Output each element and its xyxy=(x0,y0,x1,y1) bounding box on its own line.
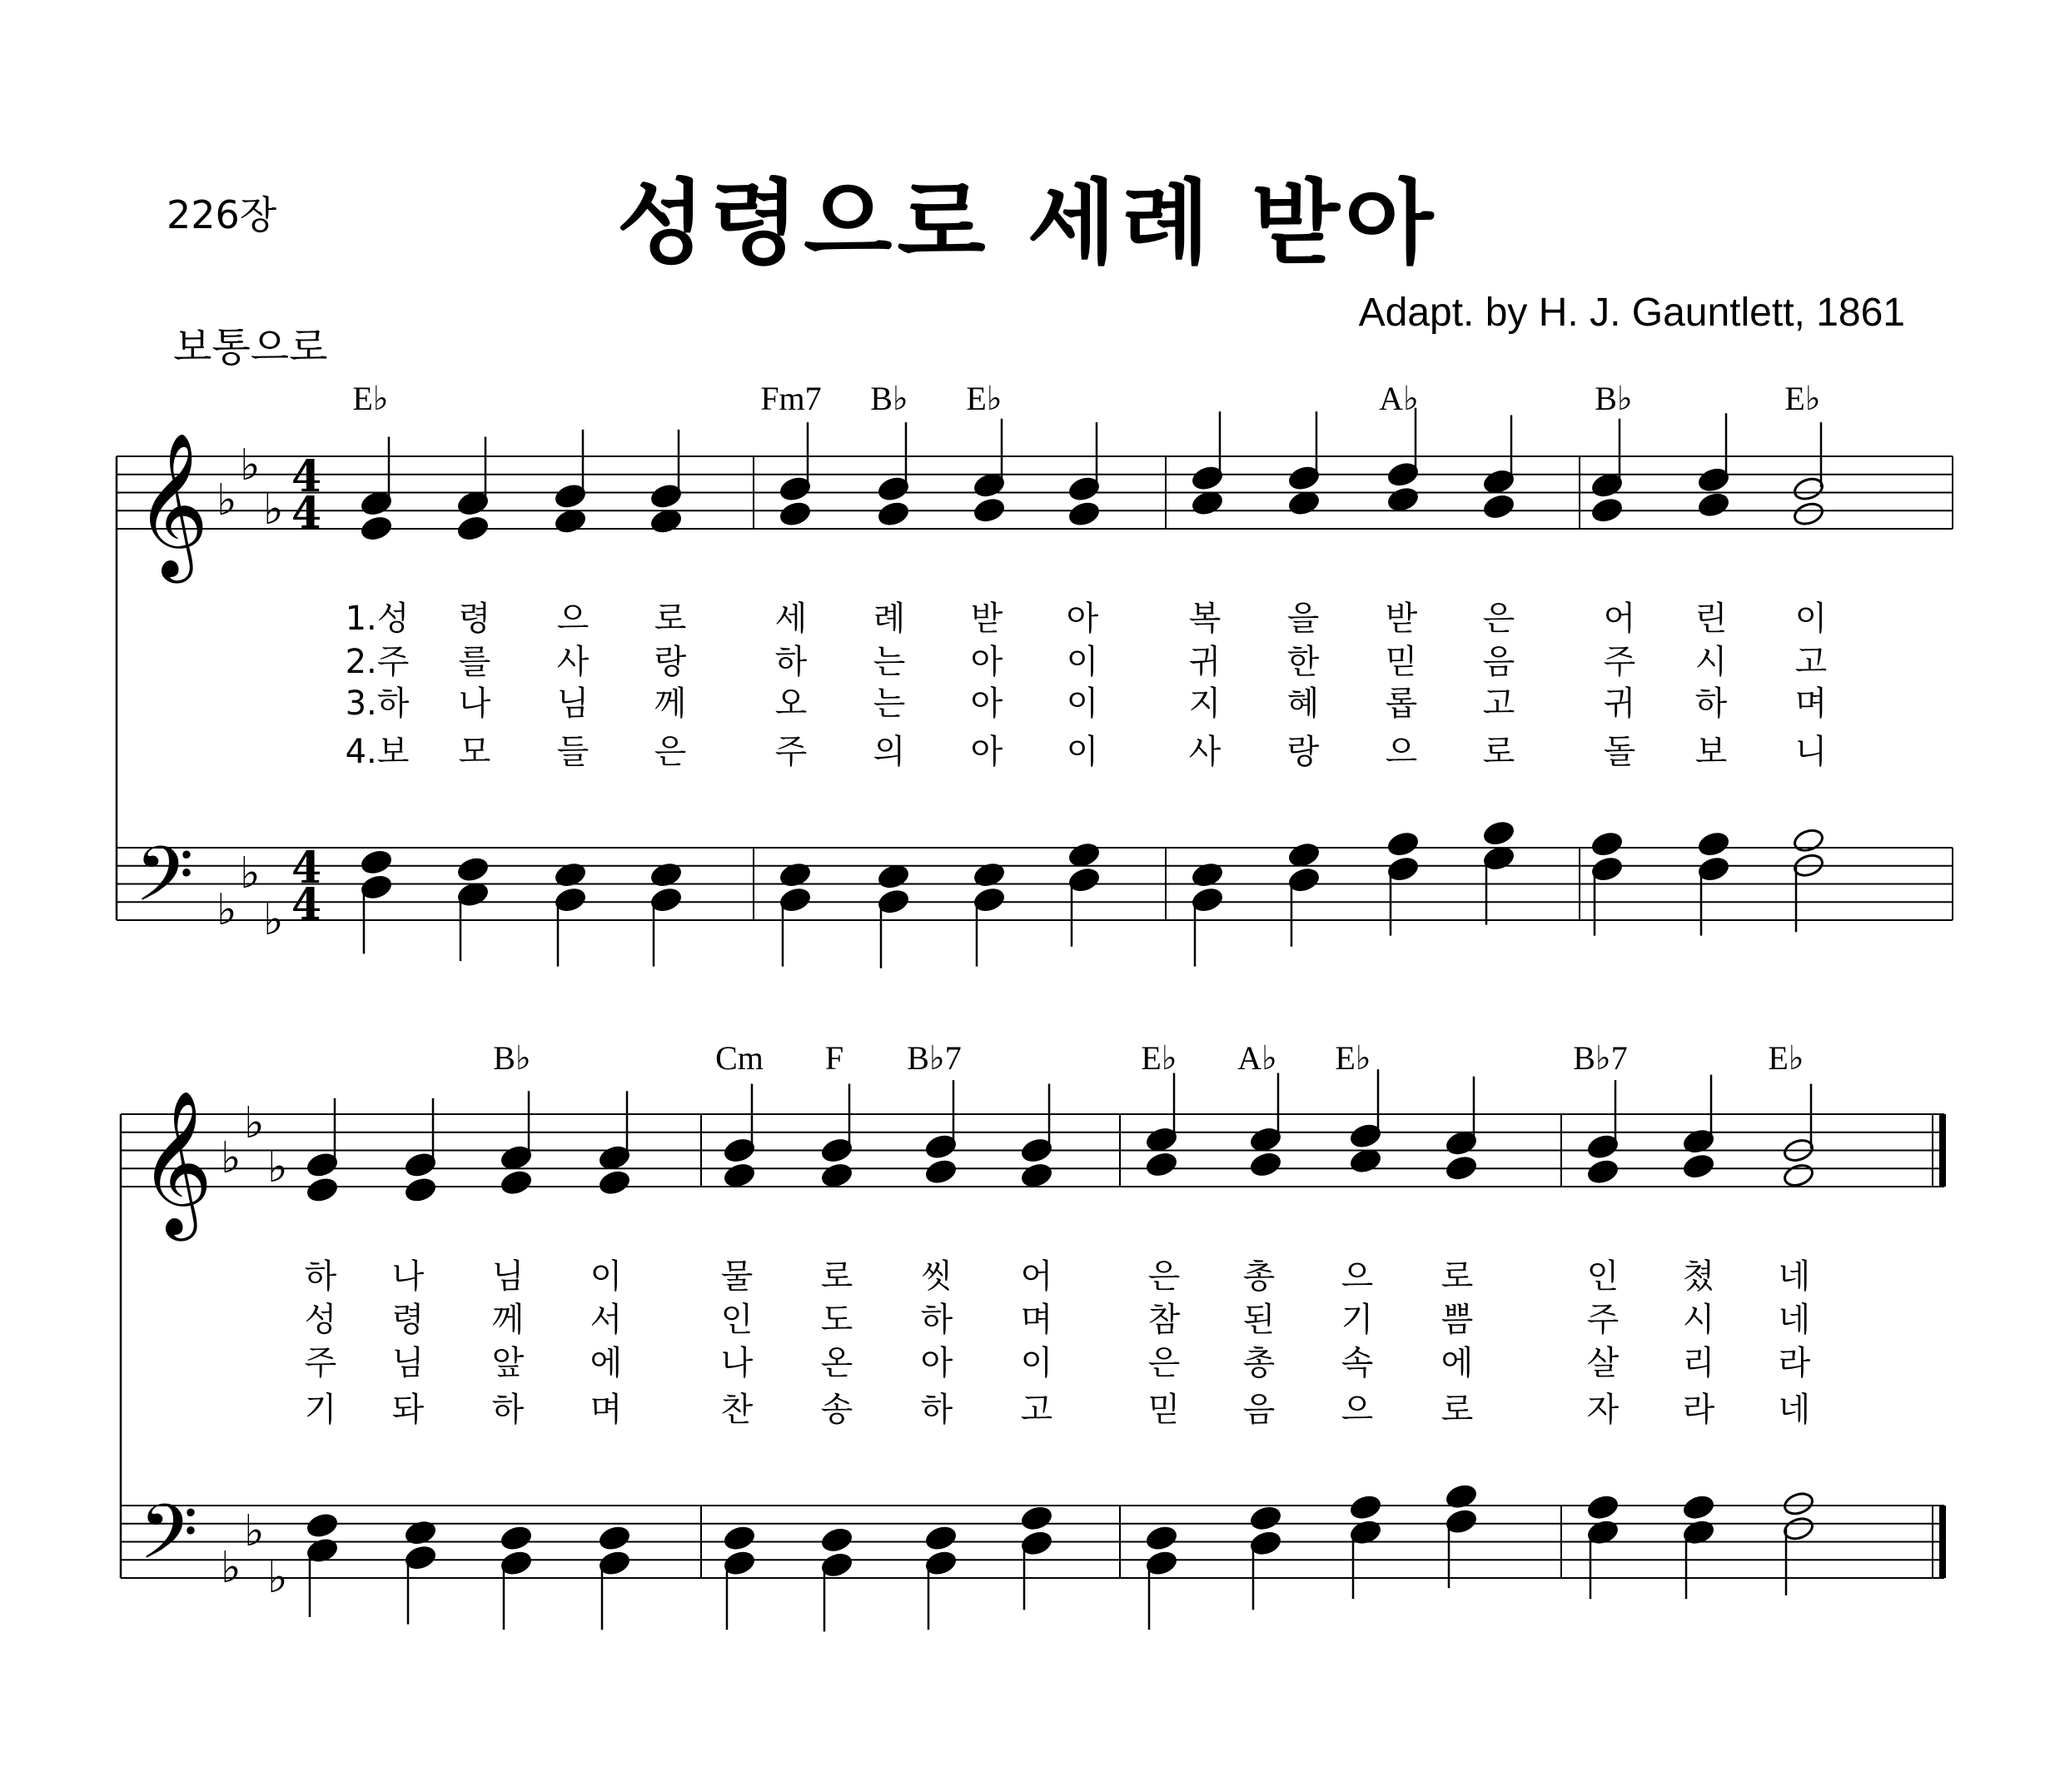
note-head xyxy=(924,1158,957,1185)
lyric-syllable: 보 xyxy=(1694,733,1728,771)
lyric-syllable: 하 xyxy=(1694,684,1728,723)
lyric-syllable: 이 xyxy=(1066,643,1099,681)
lyric-syllable: 를 xyxy=(458,643,491,681)
note-head xyxy=(877,864,909,890)
note-head xyxy=(1590,497,1623,524)
lyric-syllable: 하 xyxy=(304,1257,337,1296)
note-head xyxy=(649,508,682,535)
lyric-syllable: 성 xyxy=(304,1301,337,1339)
lyric-syllable: 받 xyxy=(970,600,1003,638)
chord-symbol: B♭7 xyxy=(1573,1039,1628,1077)
lyric-syllable: 이 xyxy=(1794,600,1828,638)
lyric-syllable: 네 xyxy=(1778,1391,1811,1429)
hymn-number: 226장 xyxy=(167,192,277,237)
lyric-syllable: 로 xyxy=(820,1257,853,1296)
note-head xyxy=(1386,830,1419,857)
note-head xyxy=(820,1162,853,1188)
note-head xyxy=(779,500,811,527)
lyric-syllable: 님 xyxy=(491,1257,525,1296)
flat-accidental: ♭ xyxy=(216,475,237,525)
lyric-syllable: 라 xyxy=(1778,1344,1811,1382)
note-head xyxy=(306,1177,338,1203)
lyric-syllable: 은 xyxy=(1147,1257,1181,1296)
lyric-syllable: 복 xyxy=(1188,600,1222,638)
chord-symbol: E♭ xyxy=(1335,1039,1371,1077)
lyric-syllable: 기 xyxy=(1341,1301,1374,1339)
lyric-syllable: 2.주 xyxy=(345,643,410,681)
lyric-syllable: 령 xyxy=(391,1301,425,1339)
lyric-syllable: 리 xyxy=(1682,1344,1715,1382)
chord-symbol: F xyxy=(824,1039,844,1077)
note-head xyxy=(500,1525,532,1551)
chord-symbol: E♭ xyxy=(352,380,389,417)
lyric-syllable: 어 xyxy=(1020,1257,1053,1296)
lyric-syllable: 자 xyxy=(1586,1391,1620,1429)
final-barline-thick xyxy=(1939,1114,1946,1187)
lyric-syllable: 는 xyxy=(873,643,906,681)
lyric-syllable: 사 xyxy=(556,643,590,681)
lyric-syllable: 례 xyxy=(873,600,906,638)
lyric-syllable: 하 xyxy=(491,1391,525,1429)
lyric-syllable: 된 xyxy=(1242,1301,1276,1339)
lyric-syllable: 아 xyxy=(970,684,1003,723)
note-head xyxy=(1482,493,1515,520)
lyric-syllable: 고 xyxy=(1482,684,1515,723)
lyric-syllable: 한 xyxy=(1286,643,1320,681)
lyric-syllable: 들 xyxy=(556,733,590,771)
lyric-syllable: 살 xyxy=(1586,1344,1620,1382)
lyric-syllable: 귀 xyxy=(1188,643,1222,681)
lyric-syllable: 님 xyxy=(391,1344,425,1382)
flat-accidental: ♭ xyxy=(216,885,237,935)
lyric-syllable: 앞 xyxy=(491,1344,525,1382)
lyric-syllable: 으 xyxy=(1341,1391,1374,1429)
note-head xyxy=(1792,827,1824,854)
note-head xyxy=(1145,1151,1177,1177)
note-head xyxy=(1349,1494,1381,1521)
bass-clef: 𝄢 xyxy=(135,830,194,937)
note-head xyxy=(1191,490,1223,516)
note-head xyxy=(1682,1152,1714,1179)
lyric-syllable: 로 xyxy=(1482,733,1515,771)
note-head xyxy=(1249,1505,1281,1531)
lyric-syllable: 나 xyxy=(458,684,491,723)
lyric-syllable: 네 xyxy=(1778,1301,1811,1339)
lyric-syllable: 기 xyxy=(304,1391,337,1429)
tempo-marking: 보통으로 xyxy=(173,324,328,371)
note-head xyxy=(1386,486,1419,513)
note-head xyxy=(877,500,909,527)
lyric-syllable: 이 xyxy=(1066,733,1099,771)
chord-symbol: B♭ xyxy=(1595,380,1633,417)
lyric-syllable: 이 xyxy=(1020,1344,1053,1382)
note-head xyxy=(820,1526,853,1553)
lyric-syllable: 아 xyxy=(1066,600,1099,638)
lyric-syllable: 시 xyxy=(1682,1301,1715,1339)
lyric-syllable: 은 xyxy=(1482,600,1515,638)
lyric-syllable: 로 xyxy=(1440,1257,1474,1296)
note-head xyxy=(1145,1525,1177,1551)
flat-accidental: ♭ xyxy=(263,895,284,945)
lyric-syllable: 라 xyxy=(1682,1391,1715,1429)
lyric-syllable: 씻 xyxy=(920,1257,953,1296)
lyric-syllable: 랑 xyxy=(654,643,687,681)
lyric-syllable: 시 xyxy=(1694,643,1728,681)
lyric-syllable: 주 xyxy=(304,1344,337,1382)
lyric-syllable: 으 xyxy=(1385,733,1418,771)
flat-accidental: ♭ xyxy=(221,1543,241,1593)
note-head xyxy=(598,1169,630,1196)
treble-clef: 𝄞 xyxy=(139,1090,213,1235)
lyric-syllable: 믿 xyxy=(1147,1391,1181,1429)
note-head xyxy=(1586,1494,1619,1521)
lyric-syllable: 인 xyxy=(1586,1257,1620,1296)
bass-clef: 𝄢 xyxy=(139,1488,198,1595)
lyric-syllable: 송 xyxy=(820,1391,853,1429)
composer-credit: Adapt. by H. J. Gauntlett, 1861 xyxy=(1358,291,1905,335)
lyric-syllable: 고 xyxy=(1020,1391,1053,1429)
chord-symbol: Cm xyxy=(715,1039,764,1077)
note-head xyxy=(1682,1494,1714,1521)
note-head xyxy=(500,1169,532,1196)
lyric-syllable: 4.보 xyxy=(345,733,410,771)
lyric-syllable: 의 xyxy=(873,733,906,771)
lyric-syllable: 린 xyxy=(1694,600,1728,638)
lyric-syllable: 주 xyxy=(774,733,808,771)
lyric-syllable: 며 xyxy=(1020,1301,1053,1339)
lyric-syllable: 모 xyxy=(458,733,491,771)
note-head xyxy=(456,856,489,883)
note-head xyxy=(598,1525,630,1551)
lyric-syllable: 이 xyxy=(1066,684,1099,723)
time-signature-bottom: 4 xyxy=(291,488,322,539)
chord-symbol: E♭ xyxy=(1768,1039,1804,1077)
note-head xyxy=(723,1525,755,1551)
flat-accidental: ♭ xyxy=(267,1142,288,1192)
chord-symbol: B♭7 xyxy=(907,1039,962,1077)
note-head xyxy=(1697,830,1729,857)
note-head xyxy=(1020,1505,1052,1531)
lyric-syllable: 3.하 xyxy=(345,684,410,723)
note-head xyxy=(1067,842,1100,869)
flat-accidental: ♭ xyxy=(244,1506,265,1556)
lyric-syllable: 하 xyxy=(920,1391,953,1429)
note-head xyxy=(1349,1147,1381,1174)
lyric-syllable: 으 xyxy=(556,600,590,638)
final-barline-thick xyxy=(1939,1506,1946,1578)
lyric-syllable: 께 xyxy=(491,1301,525,1339)
flat-accidental: ♭ xyxy=(263,485,284,535)
lyric-syllable: 어 xyxy=(1603,600,1636,638)
lyric-syllable: 님 xyxy=(556,684,590,723)
note-head xyxy=(1782,1491,1814,1517)
lyric-syllable: 물 xyxy=(720,1257,754,1296)
time-signature-top: 4 xyxy=(291,451,322,502)
lyric-syllable: 인 xyxy=(720,1301,754,1339)
lyric-syllable: 주 xyxy=(1603,643,1636,681)
note-head xyxy=(924,1525,957,1551)
note-head xyxy=(1792,500,1824,527)
note-head xyxy=(1482,819,1515,846)
lyric-syllable: 온 xyxy=(820,1344,853,1382)
lyric-syllable: 니 xyxy=(1794,733,1828,771)
lyric-syllable: 로 xyxy=(1440,1391,1474,1429)
lyric-syllable: 아 xyxy=(970,643,1003,681)
note-head xyxy=(1067,500,1100,527)
lyric-syllable: 하 xyxy=(774,643,808,681)
note-head xyxy=(554,508,586,535)
lyric-syllable: 총 xyxy=(1242,1257,1276,1296)
lyric-syllable: 지 xyxy=(1188,684,1222,723)
lyric-syllable: 령 xyxy=(458,600,491,638)
lyric-syllable: 에 xyxy=(590,1344,623,1382)
note-head xyxy=(306,1512,338,1539)
chord-symbol: Fm7 xyxy=(760,380,822,417)
lyric-syllable: 귀 xyxy=(1603,684,1636,723)
lyric-syllable: 혜 xyxy=(1286,684,1320,723)
lyric-syllable: 랑 xyxy=(1286,733,1320,771)
lyric-syllable: 나 xyxy=(391,1257,425,1296)
lyric-syllable: 네 xyxy=(1778,1257,1811,1296)
flat-accidental: ♭ xyxy=(267,1553,288,1603)
note-head xyxy=(1697,491,1729,518)
lyric-syllable: 받 xyxy=(1385,600,1418,638)
lyric-syllable: 쳤 xyxy=(1682,1257,1715,1296)
note-head xyxy=(404,1177,436,1203)
note-head xyxy=(1287,490,1320,516)
lyric-syllable: 나 xyxy=(720,1344,754,1382)
note-head xyxy=(360,515,392,541)
lyric-syllable: 아 xyxy=(920,1344,953,1382)
lyric-syllable: 도 xyxy=(820,1301,853,1339)
lyric-syllable: 으 xyxy=(1341,1257,1374,1296)
lyric-syllable: 께 xyxy=(654,684,687,723)
treble-clef: 𝄞 xyxy=(135,432,209,577)
time-signature-bottom: 4 xyxy=(291,879,322,930)
lyric-syllable: 로 xyxy=(654,600,687,638)
lyric-syllable: 하 xyxy=(920,1301,953,1339)
lyric-syllable: 롭 xyxy=(1385,684,1418,723)
lyric-syllable: 오 xyxy=(774,684,808,723)
note-head xyxy=(456,515,489,541)
flat-accidental: ♭ xyxy=(240,441,261,490)
lyric-syllable: 총 xyxy=(1242,1344,1276,1382)
note-head xyxy=(973,497,1005,524)
flat-accidental: ♭ xyxy=(240,849,261,898)
flat-accidental: ♭ xyxy=(221,1133,241,1183)
lyric-syllable: 믿 xyxy=(1385,643,1418,681)
chord-symbol: B♭ xyxy=(493,1039,531,1077)
note-head xyxy=(1590,830,1623,857)
hymn-title: 성령으로 세례 받아 xyxy=(616,170,1439,276)
chord-symbol: E♭ xyxy=(1141,1039,1177,1077)
lyric-syllable: 음 xyxy=(1242,1391,1276,1429)
note-head xyxy=(723,1162,755,1188)
time-signature-top: 4 xyxy=(291,843,322,894)
lyric-syllable: 고 xyxy=(1794,643,1828,681)
note-head xyxy=(1020,1162,1052,1188)
lyric-syllable: 돌 xyxy=(1603,733,1636,771)
lyric-syllable: 세 xyxy=(774,600,808,638)
chord-symbol: B♭ xyxy=(870,380,908,417)
note-head xyxy=(1782,1162,1814,1188)
note-head xyxy=(1287,842,1320,869)
lyric-syllable: 에 xyxy=(1440,1344,1474,1382)
note-head xyxy=(1249,1151,1281,1177)
lyric-syllable: 아 xyxy=(970,733,1003,771)
lyric-syllable: 속 xyxy=(1341,1344,1374,1382)
lyric-syllable: 1.성 xyxy=(345,600,410,638)
note-head xyxy=(1445,1155,1477,1182)
lyric-syllable: 돠 xyxy=(391,1391,425,1429)
lyric-syllable: 은 xyxy=(654,733,687,771)
lyric-syllable: 는 xyxy=(873,684,906,723)
chord-symbol: E♭ xyxy=(1784,380,1821,417)
lyric-syllable: 찬 xyxy=(720,1391,754,1429)
lyric-syllable: 주 xyxy=(1586,1301,1620,1339)
chord-symbol: A♭ xyxy=(1237,1039,1277,1077)
note-head xyxy=(360,849,392,875)
lyric-syllable: 사 xyxy=(1188,733,1222,771)
note-head xyxy=(1586,1158,1619,1185)
lyric-syllable: 며 xyxy=(1794,684,1828,723)
chord-symbol: E♭ xyxy=(966,380,1003,417)
lyric-syllable: 을 xyxy=(1286,600,1320,638)
lyric-syllable: 쁨 xyxy=(1440,1301,1474,1339)
chord-symbol: A♭ xyxy=(1379,380,1419,417)
lyric-syllable: 이 xyxy=(590,1257,623,1296)
lyric-syllable: 참 xyxy=(1147,1301,1181,1339)
lyric-syllable: 서 xyxy=(590,1301,623,1339)
lyric-syllable: 며 xyxy=(590,1391,623,1429)
flat-accidental: ♭ xyxy=(244,1098,265,1148)
lyric-syllable: 은 xyxy=(1147,1344,1181,1382)
lyric-syllable: 음 xyxy=(1482,643,1515,681)
